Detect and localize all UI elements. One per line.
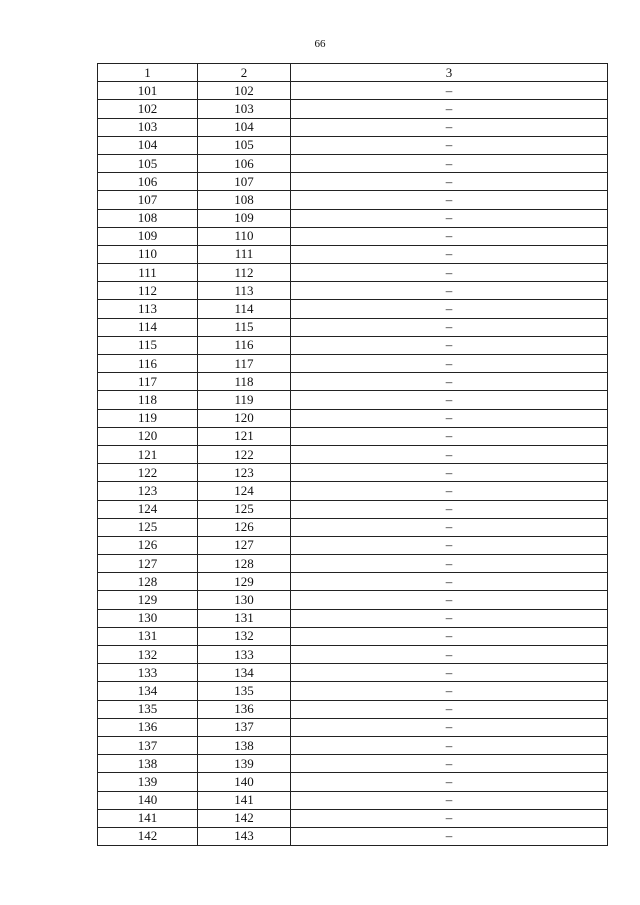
table-cell: –: [291, 791, 608, 809]
table-cell: 133: [198, 646, 291, 664]
table-cell: –: [291, 500, 608, 518]
table-row: [98, 300, 608, 318]
table-cell: 128: [98, 573, 198, 591]
table-cell: 128: [198, 555, 291, 573]
table-cell: 119: [98, 409, 198, 427]
table-cell: –: [291, 646, 608, 664]
table-cell: –: [291, 282, 608, 300]
table-row: [98, 154, 608, 172]
table-row: [98, 82, 608, 100]
table-cell: –: [291, 536, 608, 554]
table-cell: –: [291, 427, 608, 445]
table-cell: 101: [98, 82, 198, 100]
table-cell: 136: [198, 700, 291, 718]
table-cell: 102: [98, 100, 198, 118]
table-row: [98, 682, 608, 700]
table-body: [98, 82, 608, 846]
table-row: [98, 173, 608, 191]
table-cell: 121: [98, 445, 198, 463]
table-cell: 109: [198, 209, 291, 227]
table-cell: 117: [198, 355, 291, 373]
table-row: [98, 464, 608, 482]
table-cell: 116: [198, 336, 291, 354]
table-cell: –: [291, 245, 608, 263]
table-cell: 116: [98, 355, 198, 373]
table-cell: 137: [98, 736, 198, 754]
table-cell: –: [291, 773, 608, 791]
table-cell: 131: [98, 627, 198, 645]
table-row: [98, 773, 608, 791]
table-row: [98, 755, 608, 773]
table-cell: 104: [98, 136, 198, 154]
table-cell: 103: [198, 100, 291, 118]
table-cell: –: [291, 573, 608, 591]
table-cell: –: [291, 173, 608, 191]
table-cell: 130: [98, 609, 198, 627]
table-cell: –: [291, 609, 608, 627]
table-cell: –: [291, 191, 608, 209]
table-cell: 140: [98, 791, 198, 809]
table-cell: –: [291, 227, 608, 245]
table-cell: 141: [98, 809, 198, 827]
table-row: [98, 373, 608, 391]
table-cell: 134: [198, 664, 291, 682]
table-row: [98, 355, 608, 373]
table-cell: 113: [98, 300, 198, 318]
table-cell: 111: [98, 264, 198, 282]
table-cell: –: [291, 518, 608, 536]
table-row: [98, 245, 608, 263]
table-row: [98, 482, 608, 500]
table-cell: –: [291, 736, 608, 754]
table-cell: 119: [198, 391, 291, 409]
table-cell: 139: [198, 755, 291, 773]
table-cell: 108: [198, 191, 291, 209]
table-cell: 138: [198, 736, 291, 754]
table-row: [98, 646, 608, 664]
table-cell: 137: [198, 718, 291, 736]
table-row: [98, 136, 608, 154]
table-cell: 142: [98, 827, 198, 845]
column-header: 2: [198, 64, 291, 82]
page-number: 66: [314, 38, 326, 50]
table-cell: 110: [198, 227, 291, 245]
table-cell: 108: [98, 209, 198, 227]
table-row: [98, 591, 608, 609]
table-cell: 140: [198, 773, 291, 791]
table-cell: 107: [198, 173, 291, 191]
table-row: [98, 791, 608, 809]
table-cell: 105: [198, 136, 291, 154]
table-cell: –: [291, 82, 608, 100]
table-cell: –: [291, 682, 608, 700]
table-cell: 131: [198, 609, 291, 627]
table-cell: –: [291, 445, 608, 463]
table-row: [98, 445, 608, 463]
table-cell: 125: [98, 518, 198, 536]
table-row: [98, 809, 608, 827]
table-row: [98, 264, 608, 282]
data-table: [97, 63, 608, 846]
table-cell: –: [291, 464, 608, 482]
table-cell: –: [291, 264, 608, 282]
table-cell: 134: [98, 682, 198, 700]
table-cell: –: [291, 664, 608, 682]
table-cell: 109: [98, 227, 198, 245]
table-cell: 122: [198, 445, 291, 463]
table-cell: –: [291, 627, 608, 645]
column-header: 3: [291, 64, 608, 82]
table-cell: –: [291, 154, 608, 172]
table-cell: 121: [198, 427, 291, 445]
table-cell: 115: [98, 336, 198, 354]
table-cell: 141: [198, 791, 291, 809]
table-cell: 143: [198, 827, 291, 845]
table-cell: –: [291, 100, 608, 118]
table-cell: –: [291, 336, 608, 354]
table-cell: 129: [198, 573, 291, 591]
table-cell: –: [291, 373, 608, 391]
table-cell: –: [291, 755, 608, 773]
table-cell: 104: [198, 118, 291, 136]
table-cell: 138: [98, 755, 198, 773]
table-cell: 132: [98, 646, 198, 664]
table-row: [98, 536, 608, 554]
table-cell: –: [291, 355, 608, 373]
table-row: [98, 282, 608, 300]
table-cell: 114: [98, 318, 198, 336]
table-cell: 135: [198, 682, 291, 700]
table-row: [98, 209, 608, 227]
table-cell: –: [291, 409, 608, 427]
table-cell: 118: [198, 373, 291, 391]
table-cell: 142: [198, 809, 291, 827]
table-row: [98, 555, 608, 573]
header-row: [98, 64, 608, 82]
table-cell: 133: [98, 664, 198, 682]
table-header: [98, 64, 608, 82]
table-cell: 103: [98, 118, 198, 136]
table-row: [98, 700, 608, 718]
table-cell: 124: [198, 482, 291, 500]
table-row: [98, 664, 608, 682]
table-row: [98, 427, 608, 445]
table-row: [98, 718, 608, 736]
table-row: [98, 627, 608, 645]
table-row: [98, 827, 608, 845]
table-cell: 112: [198, 264, 291, 282]
table-cell: 136: [98, 718, 198, 736]
table-row: [98, 409, 608, 427]
table-cell: 112: [98, 282, 198, 300]
table-cell: 117: [98, 373, 198, 391]
table-cell: 132: [198, 627, 291, 645]
table-cell: 139: [98, 773, 198, 791]
table-cell: 126: [98, 536, 198, 554]
table-cell: 115: [198, 318, 291, 336]
table-row: [98, 391, 608, 409]
table-cell: 106: [98, 173, 198, 191]
column-header: 1: [98, 64, 198, 82]
table-row: [98, 100, 608, 118]
table-cell: –: [291, 482, 608, 500]
table-cell: 114: [198, 300, 291, 318]
table-cell: 107: [98, 191, 198, 209]
table-cell: 123: [98, 482, 198, 500]
table-cell: 124: [98, 500, 198, 518]
table-cell: 111: [198, 245, 291, 263]
table-row: [98, 227, 608, 245]
table-cell: –: [291, 809, 608, 827]
table-cell: 118: [98, 391, 198, 409]
table-cell: 113: [198, 282, 291, 300]
table-cell: 102: [198, 82, 291, 100]
table-cell: 127: [198, 536, 291, 554]
table-cell: 126: [198, 518, 291, 536]
table-row: [98, 336, 608, 354]
table-row: [98, 573, 608, 591]
table-row: [98, 609, 608, 627]
table-cell: –: [291, 555, 608, 573]
table-row: [98, 118, 608, 136]
table-row: [98, 191, 608, 209]
table-cell: –: [291, 700, 608, 718]
table-row: [98, 518, 608, 536]
table-row: [98, 500, 608, 518]
table-cell: –: [291, 718, 608, 736]
table-cell: 105: [98, 154, 198, 172]
table-cell: 127: [98, 555, 198, 573]
table-cell: –: [291, 136, 608, 154]
table-row: [98, 318, 608, 336]
table-cell: –: [291, 209, 608, 227]
table-cell: 122: [98, 464, 198, 482]
table-cell: –: [291, 591, 608, 609]
table-cell: –: [291, 318, 608, 336]
table-cell: 123: [198, 464, 291, 482]
table-row: [98, 736, 608, 754]
table-cell: –: [291, 827, 608, 845]
table-cell: 120: [198, 409, 291, 427]
table-cell: 129: [98, 591, 198, 609]
table-cell: –: [291, 391, 608, 409]
table-cell: –: [291, 118, 608, 136]
table-cell: 135: [98, 700, 198, 718]
table-cell: –: [291, 300, 608, 318]
table-cell: 130: [198, 591, 291, 609]
table-cell: 106: [198, 154, 291, 172]
table-cell: 110: [98, 245, 198, 263]
table-cell: 120: [98, 427, 198, 445]
table-cell: 125: [198, 500, 291, 518]
